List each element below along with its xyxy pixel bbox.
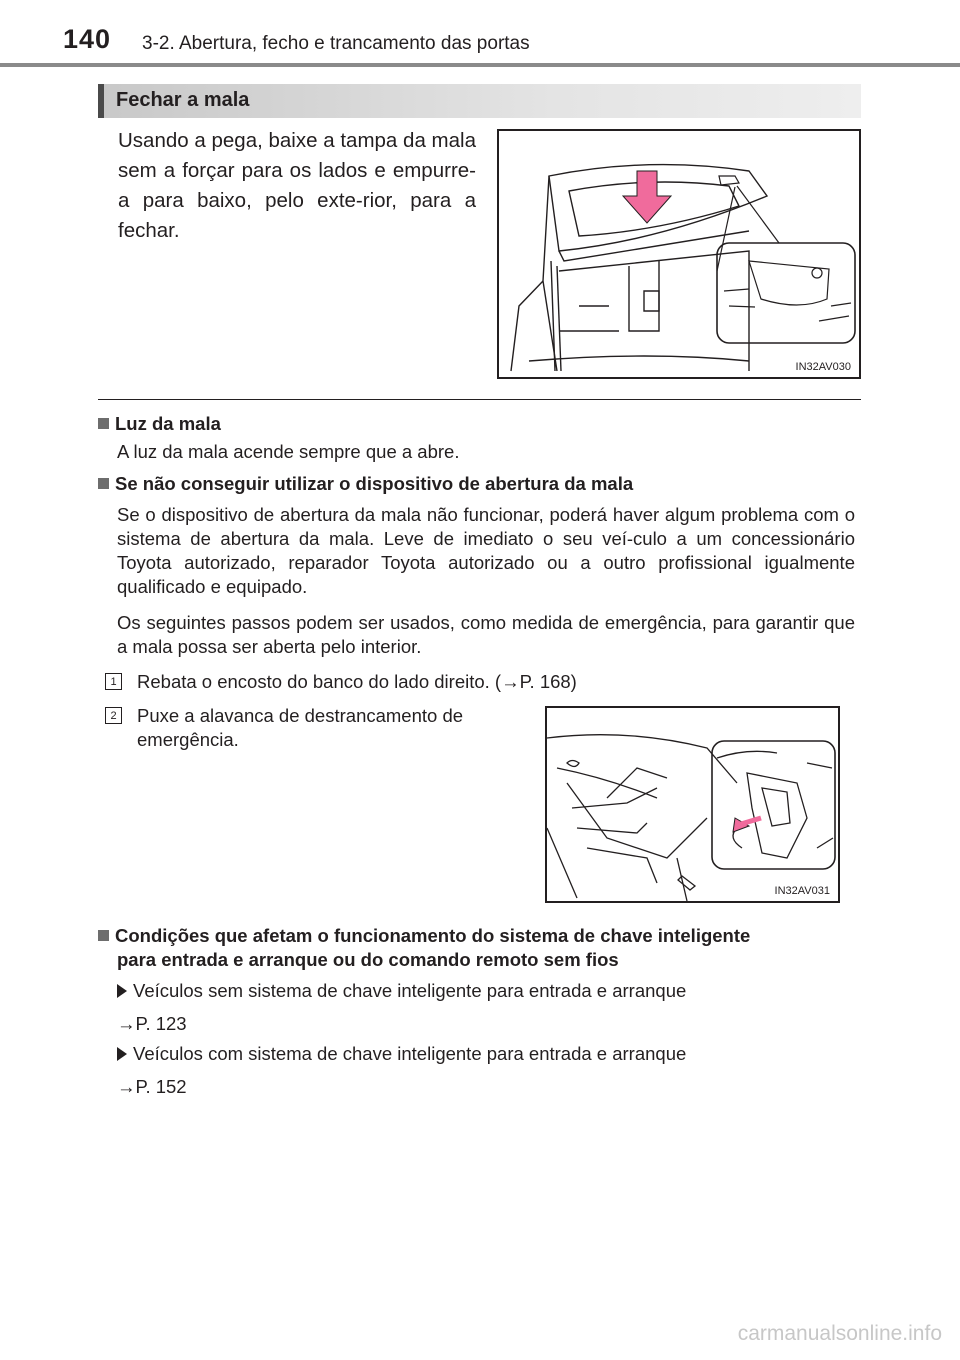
dispositivo-paragraph-2: Os seguintes passos podem ser usados, como medida de emergência, para garantir que a mala possa ser aberta pelo interior. (117, 612, 855, 657)
subheading-label-line-2: para entrada e arranque ou do comando remoto sem fios (117, 949, 619, 970)
dispositivo-paragraph-1: Se o dispositivo de abertura da mala não funcionar, poderá haver algum problema com o sistema de abertura da mala. Leve de imediato o seu veí-culo a um concessionário Toyota autorizado, reparador Toyota autorizado ou a outro profissional igualmente qualificado e equipado. (117, 504, 855, 597)
header-rule (0, 63, 960, 67)
subheading-label: Luz da mala (115, 413, 221, 434)
section-title: Fechar a mala (116, 89, 250, 111)
subheading-dispositivo (98, 473, 633, 495)
figure-release-lever (545, 706, 840, 903)
condicao-ref-2[interactable]: →P. 152 (117, 1076, 187, 1097)
release-lever-illustration (547, 708, 838, 901)
step-2-number: 2 (105, 707, 122, 724)
condicao-item-2 (117, 1043, 686, 1065)
triangle-bullet-icon (117, 1047, 127, 1061)
subheading-condicoes (98, 924, 750, 972)
chapter-title: 3-2. Abertura, fecho e trancamento das portas (142, 33, 530, 54)
page-number: 140 (63, 24, 112, 54)
section-heading-bar (98, 84, 861, 118)
step-1-text: Rebata o encosto do banco do lado direito. (→P. 168) (137, 671, 577, 692)
subheading-label-line-1: Condições que afetam o funcionamento do sistema de chave inteligente (115, 925, 751, 946)
trunk-lid-illustration (499, 131, 859, 377)
square-bullet-icon (98, 478, 109, 489)
watermark: carmanualsonline.info (737, 1322, 942, 1345)
figure-code-1: IN32AV030 (795, 361, 851, 373)
condicao-label: Veículos sem sistema de chave inteligente para entrada e arranque (133, 980, 687, 1001)
subheading-label: Se não conseguir utilizar o dispositivo de abertura da mala (115, 473, 634, 494)
condicao-ref-1[interactable]: →P. 123 (117, 1013, 187, 1034)
figure-code-2: IN32AV031 (774, 885, 830, 897)
luz-text: A luz da mala acende sempre que a abre. (117, 441, 460, 462)
step-2-text: Puxe a alavanca de destrancamento de emergência. (137, 705, 464, 750)
condicao-label: Veículos com sistema de chave inteligente para entrada e arranque (133, 1043, 687, 1064)
intro-text: Usando a pega, baixe a tampa da mala sem a forçar para os lados e empurre-a para baixo, pelo exte-rior, para a fechar. (118, 129, 476, 242)
square-bullet-icon (98, 418, 109, 429)
section-divider (98, 399, 861, 400)
subheading-luz-da-mala (98, 413, 221, 435)
condicao-item-1 (117, 980, 686, 1002)
section-accent (98, 84, 104, 118)
step-1-number: 1 (105, 673, 122, 690)
figure-trunk-lid (497, 129, 861, 379)
square-bullet-icon (98, 930, 109, 941)
triangle-bullet-icon (117, 984, 127, 998)
